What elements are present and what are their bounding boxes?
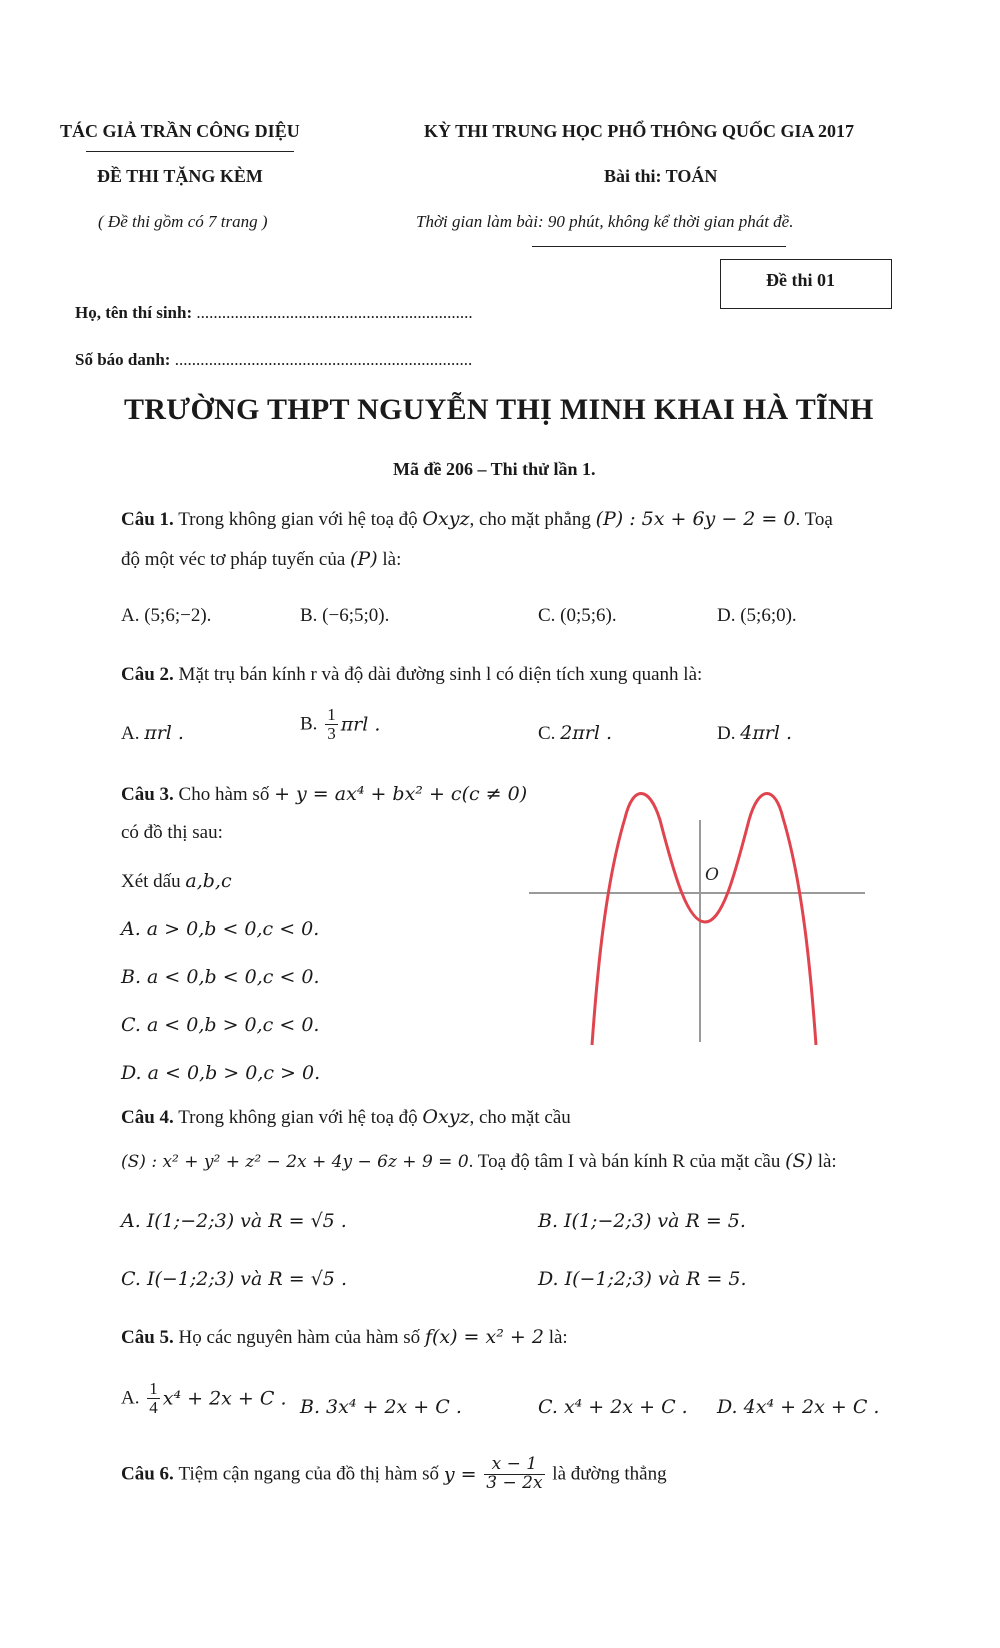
q3-text: Cho hàm số bbox=[178, 784, 270, 805]
q2-option-c[interactable] bbox=[538, 722, 612, 745]
q2-a-value: πrl . bbox=[144, 722, 184, 744]
gift-label: ĐỀ THI TẶNG KÈM bbox=[97, 166, 263, 186]
q5-option-c[interactable]: C. x⁴ + 2x + C . bbox=[538, 1396, 688, 1418]
q2-option-b[interactable] bbox=[300, 706, 380, 743]
q4-option-d[interactable]: D. I(−1;2;3) và R = 5. bbox=[538, 1268, 747, 1290]
q3-option-d[interactable]: D. a < 0,b > 0,c > 0. bbox=[121, 1062, 321, 1084]
q3-line3 bbox=[121, 870, 232, 893]
q2-d-label: D. bbox=[717, 723, 736, 744]
candidate-name-label: Họ, tên thí sinh: bbox=[75, 303, 193, 322]
origin-label: O bbox=[705, 865, 719, 885]
q5-option-d[interactable]: D. 4x⁴ + 2x + C . bbox=[717, 1396, 880, 1418]
q4-option-c[interactable]: C. I(−1;2;3) và R = √5 . bbox=[121, 1268, 347, 1290]
q4-oxyz: Oxyz bbox=[422, 1106, 470, 1128]
q5-a-label: A. bbox=[121, 1387, 140, 1409]
q2-number: Câu 2. bbox=[121, 664, 174, 685]
q1-line2a: độ một véc tơ pháp tuyến của bbox=[121, 549, 346, 570]
q4-number: Câu 4. bbox=[121, 1107, 174, 1128]
subject-label: Bài thi: TOÁN bbox=[604, 166, 718, 186]
q5-a-fraction bbox=[147, 1380, 160, 1417]
candidate-id-row bbox=[75, 350, 472, 370]
q1-option-b[interactable]: B. (−6;5;0). bbox=[300, 605, 390, 626]
candidate-name-row bbox=[75, 303, 473, 323]
q1-number: Câu 1. bbox=[121, 509, 174, 530]
q6-denominator: 3 − 2x bbox=[486, 1472, 543, 1493]
pages-note: ( Đề thi gồm có 7 trang ) bbox=[98, 212, 268, 231]
q2-d-value: 4πrl . bbox=[740, 722, 793, 744]
q2-b-den: 3 bbox=[327, 723, 336, 743]
q4-text4: là: bbox=[817, 1151, 837, 1172]
q2-a-label: A. bbox=[121, 723, 140, 744]
q1-text: Trong không gian với hệ toạ độ bbox=[178, 509, 418, 530]
q6-numerator: x − 1 bbox=[484, 1456, 544, 1475]
candidate-id-label: Số báo danh: bbox=[75, 350, 171, 369]
school-title: TRƯỜNG THPT NGUYỄN THỊ MINH KHAI HÀ TĨNH bbox=[124, 393, 874, 426]
q3-number: Câu 3. bbox=[121, 784, 174, 805]
q5-option-a[interactable] bbox=[121, 1380, 287, 1417]
author-underline bbox=[86, 151, 294, 152]
q2-text: Mặt trụ bán kính r và độ dài đường sinh l có diện tích xung quanh là: bbox=[178, 664, 703, 685]
candidate-id-field[interactable]: ...................................................................... bbox=[174, 350, 473, 369]
q6-fraction bbox=[484, 1456, 544, 1493]
q4-sphere-eq: (S) : x² + y² + z² − 2x + 4y − 6z + 9 = 0 bbox=[121, 1152, 469, 1172]
q5-function: f(x) = x² + 2 bbox=[424, 1326, 544, 1348]
q2-option-a[interactable] bbox=[121, 722, 184, 745]
exam-code: Đề thi 01 bbox=[766, 270, 835, 290]
q5-text: Họ các nguyên hàm của hàm số bbox=[178, 1327, 421, 1348]
q2-b-num: 1 bbox=[327, 705, 336, 724]
exam-title: KỲ THI TRUNG HỌC PHỔ THÔNG QUỐC GIA 2017 bbox=[424, 121, 855, 141]
q1-option-d[interactable]: D. (5;6;0). bbox=[717, 605, 797, 626]
q1-stem bbox=[121, 508, 833, 531]
q4-text2: , cho mặt cầu bbox=[469, 1107, 571, 1128]
q2-stem bbox=[121, 664, 702, 686]
q3-function: + y = ax⁴ + bx² + c(c ≠ 0) bbox=[274, 783, 528, 805]
q4-text3: . Toạ độ tâm I và bán kính R của mặt cầu bbox=[468, 1151, 781, 1172]
q2-option-d[interactable] bbox=[717, 722, 792, 745]
q1-option-c[interactable]: C. (0;5;6). bbox=[538, 605, 617, 626]
q3-line3-vars: a,b,c bbox=[185, 870, 232, 892]
q3-option-c[interactable]: C. a < 0,b > 0,c < 0. bbox=[121, 1014, 320, 1036]
q2-b-fraction bbox=[325, 706, 338, 743]
q5-a-num: 1 bbox=[149, 1379, 158, 1398]
q2-b-value: πrl . bbox=[340, 713, 381, 736]
q2-c-label: C. bbox=[538, 723, 556, 744]
q1-text3: . Toạ bbox=[795, 509, 833, 530]
q5-option-b[interactable]: B. 3x⁴ + 2x + C . bbox=[300, 1396, 462, 1418]
q4-option-a[interactable]: A. I(1;−2;3) và R = √5 . bbox=[121, 1210, 347, 1232]
q4-text: Trong không gian với hệ toạ độ bbox=[178, 1107, 418, 1128]
q1-line2b: là: bbox=[382, 549, 402, 570]
q2-c-value: 2πrl . bbox=[560, 722, 613, 744]
q1-oxyz: Oxyz bbox=[422, 508, 470, 530]
test-code: Mã đề 206 – Thi thử lần 1. bbox=[393, 459, 596, 479]
q6-text: Tiệm cận ngang của đồ thị hàm số bbox=[178, 1463, 440, 1485]
q5-a-den: 4 bbox=[149, 1397, 158, 1417]
q3-line3-text: Xét dấu bbox=[121, 871, 181, 892]
time-note: Thời gian làm bài: 90 phút, không kể thời gian phát đề. bbox=[416, 212, 794, 231]
q6-number: Câu 6. bbox=[121, 1463, 174, 1485]
q6-text2: là đường thẳng bbox=[552, 1463, 667, 1485]
candidate-name-field[interactable]: ................................................................. bbox=[196, 303, 473, 322]
q4-option-b[interactable]: B. I(1;−2;3) và R = 5. bbox=[538, 1210, 746, 1232]
q5-stem bbox=[121, 1326, 568, 1349]
q4-s: (S) bbox=[785, 1150, 813, 1172]
q5-number: Câu 5. bbox=[121, 1327, 174, 1348]
q3-option-b[interactable]: B. a < 0,b < 0,c < 0. bbox=[121, 966, 320, 988]
q6-stem bbox=[121, 1456, 667, 1493]
q1-text2: , cho mặt phẳng bbox=[469, 509, 591, 530]
graph-curve bbox=[592, 793, 816, 1045]
q1-option-a[interactable]: A. (5;6;−2). bbox=[121, 605, 212, 626]
q4-stem bbox=[121, 1106, 571, 1129]
time-underline bbox=[532, 246, 786, 247]
q1-plane-eq: (P) : 5x + 6y − 2 = 0 bbox=[595, 508, 796, 530]
q6-y: y = bbox=[443, 1463, 477, 1486]
q3-stem bbox=[121, 783, 527, 806]
q3-graph bbox=[527, 780, 867, 1050]
q5-a-value: x⁴ + 2x + C . bbox=[162, 1387, 287, 1410]
q4-stem-line2 bbox=[121, 1150, 837, 1173]
author-name: TÁC GIẢ TRẦN CÔNG DIỆU bbox=[60, 121, 300, 141]
q5-text2: là: bbox=[548, 1327, 568, 1348]
q3-line2: có đồ thị sau: bbox=[121, 822, 223, 843]
q3-option-a[interactable]: A. a > 0,b < 0,c < 0. bbox=[121, 918, 320, 940]
q1-p: (P) bbox=[350, 548, 378, 570]
q2-b-label: B. bbox=[300, 713, 318, 735]
q1-stem-line2 bbox=[121, 548, 401, 571]
